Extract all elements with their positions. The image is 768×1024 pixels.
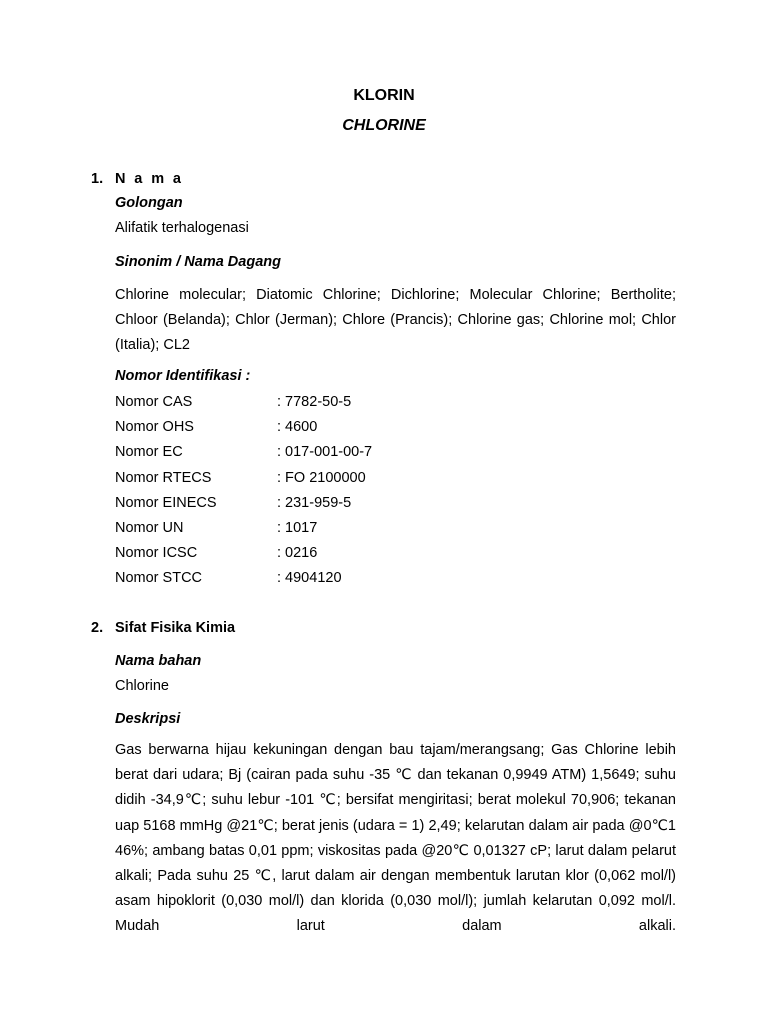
nama-bahan-value: Chlorine [115, 678, 169, 694]
section-1-number: 1. [91, 171, 104, 187]
section-2-heading [91, 620, 235, 636]
identifier-value: : FO 2100000 [277, 469, 366, 486]
identifier-label: Nomor CAS [115, 394, 193, 410]
identifier-value: : 231-959-5 [277, 494, 352, 511]
document-title: KLORIN [353, 87, 415, 104]
section-2-number: 2. [91, 620, 104, 636]
golongan-label: Golongan [115, 195, 183, 211]
golongan-value: Alifatik terhalogenasi [115, 220, 249, 236]
section-1-title: N a m a [115, 171, 184, 187]
identifier-label: Nomor UN [115, 519, 184, 536]
section-1-heading [91, 171, 183, 187]
nomor-identifikasi-label: Nomor Identifikasi : [115, 368, 251, 384]
identifier-value: : 0216 [277, 545, 318, 562]
document-subtitle: CHLORINE [342, 117, 426, 134]
identifier-label: Nomor RTECS [115, 469, 212, 486]
identifier-value: : 1017 [277, 519, 318, 536]
identifier-value: : 7782-50-5 [277, 394, 352, 410]
identifier-label: Nomor EINECS [115, 494, 217, 511]
identifier-label: Nomor OHS [115, 419, 194, 436]
identifier-label: Nomor STCC [115, 570, 203, 587]
deskripsi-label: Deskripsi [115, 711, 181, 727]
identifier-label: Nomor ICSC [115, 545, 198, 562]
identifier-value: : 017-001-00-7 [277, 444, 373, 461]
sinonim-text: Chlorine molecular; Diatomic Chlorine; Dichlorine; Molecular Chlorine; Bertholite; Chloor (Belanda); Chlor (Jerman); Chlore (Prancis); Chlorine gas; Chlorine mol; Chlor (Italia); CL2 [115, 287, 676, 354]
identifier-label: Nomor EC [115, 444, 183, 461]
deskripsi-text: Gas berwarna hijau kekuningan dengan bau tajam/merangsang; Gas Chlorine lebih berat dari udara; Bj (cairan pada suhu -35 ℃ dan tekanan 0,9949 ATM) 1,5649; suhu didih -34,9℃; suhu lebur -101 ℃; bersifat mengiritasi; berat molekul 70,906; tekanan uap 5168 mmHg @21℃; berat jenis (udara = 1) 2,49; kelarutan dalam air pada @0℃1 46%; ambang batas 0,01 ppm; viskositas pada @20℃ 0,01327 cP; larut dalam pelarut alkali; Pada suhu 25 ℃, larut dalam air dengan membentuk larutan klor (0,062 mol/l) asam hipoklorit (0,030 mol/l) dan klorida (0,030 mol/l); jumlah kelarutan 0,092 mol/l. Mudah larut dalam alkali. [115, 742, 676, 935]
section-2-title: Sifat Fisika Kimia [115, 620, 236, 636]
identifier-value: : 4600 [277, 419, 318, 436]
sinonim-label: Sinonim / Nama Dagang [115, 254, 281, 270]
nama-bahan-label: Nama bahan [115, 653, 202, 669]
identifier-value: : 4904120 [277, 570, 342, 587]
